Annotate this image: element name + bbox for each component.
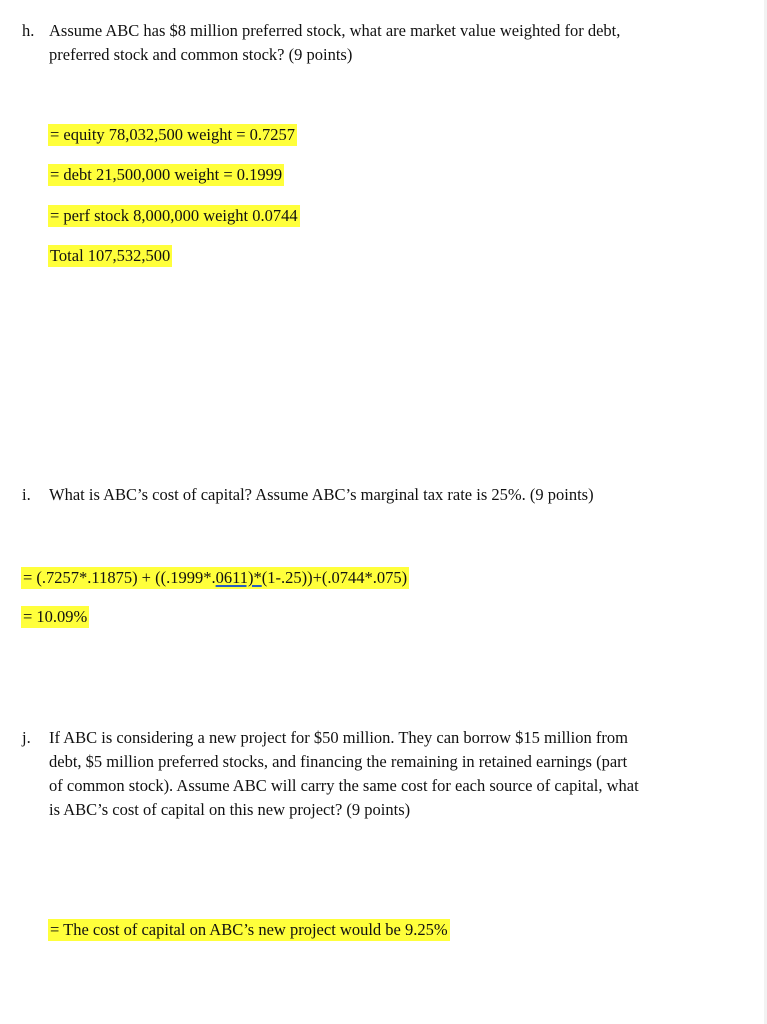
answer-i-result: = 10.09% — [23, 607, 88, 626]
answer-h-equity: = equity 78,032,500 weight = 0.7257 — [50, 125, 296, 144]
answer-i-formula-part-2: (1-.25))+(.0744*.075) — [261, 568, 408, 587]
question-j-line-4: is ABC’s cost of capital on this new project? (9 points) — [49, 800, 411, 819]
question-h-line-1: Assume ABC has $8 million preferred stock, what are market value weighted for debt, — [49, 21, 621, 40]
answer-i-formula-part-1: = (.7257*.11875) + ((.1999*. — [23, 568, 216, 587]
question-h-letter: h. — [22, 21, 35, 40]
question-j-line-3: of common stock). Assume ABC will carry the same cost for each source of capital, what — [49, 776, 639, 795]
answer-i-formula — [21, 567, 409, 589]
answer-h-total: Total 107,532,500 — [50, 246, 171, 265]
question-j-line-1: If ABC is considering a new project for $50 million. They can borrow $15 million from — [49, 728, 628, 747]
question-i-line-1: What is ABC’s cost of capital? Assume ABC’s marginal tax rate is 25%. (9 points) — [49, 485, 594, 504]
question-j-letter: j. — [22, 728, 31, 747]
answer-h-debt: = debt 21,500,000 weight = 0.1999 — [50, 165, 283, 184]
question-h-line-2: preferred stock and common stock? (9 points) — [49, 45, 353, 64]
answer-j-text: = The cost of capital on ABC’s new project would be 9.25% — [50, 920, 448, 939]
answer-h-perf-stock: = perf stock 8,000,000 weight 0.0744 — [50, 206, 298, 225]
question-i-letter: i. — [22, 485, 31, 504]
answer-i-formula-link[interactable]: 0611)* — [215, 568, 262, 587]
question-j-line-2: debt, $5 million preferred stocks, and financing the remaining in retained earnings (part — [49, 752, 628, 771]
